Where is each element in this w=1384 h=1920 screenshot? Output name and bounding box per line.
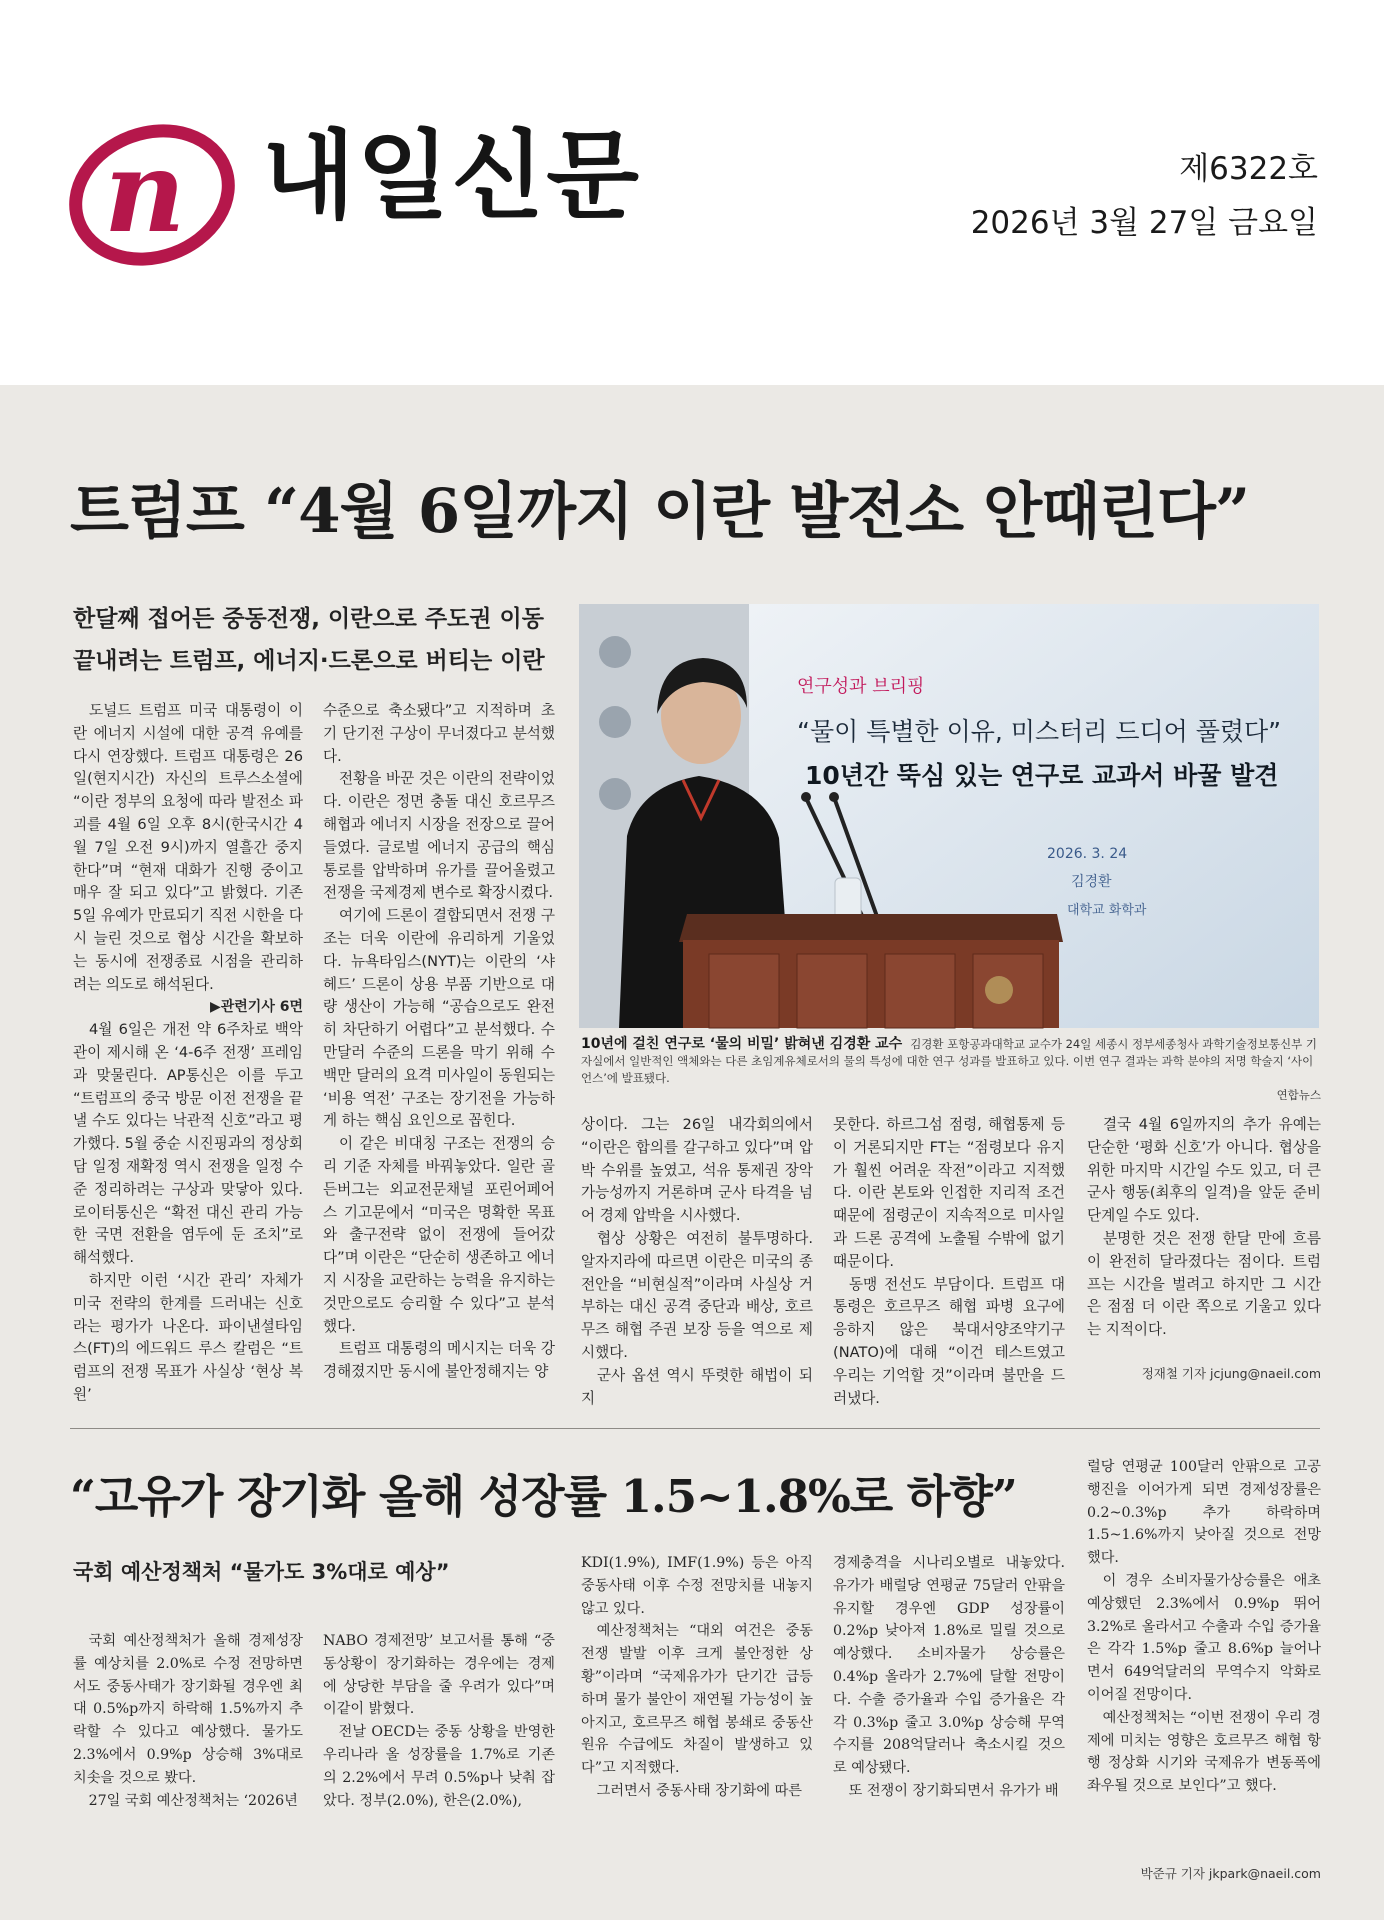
subheadline-2: 끝내려는 트럼프, 에너지·드론으로 버티는 이란 [73, 648, 545, 674]
story1-column-4 [833, 1114, 1065, 1407]
story2-column-5 [1087, 1456, 1321, 1856]
subheadline-1: 한달째 접어든 중동전쟁, 이란으로 주도권 이동 [73, 606, 544, 632]
issue-date: 2026년 3월 27일 금요일 [970, 205, 1318, 241]
paragraph: 동맹 전선도 부담이다. 트럼프 대통령은 호르무즈 해협 파병 요구에 응하지 않은 북대서양조약기구(NATO)에 대해 “이건 테스트였고 우리는 기억할 것”이라며 불만을 드러냈다. [833, 1275, 1065, 1407]
paragraph: 4월 6일은 개전 약 6주차로 백악관이 제시해 온 ‘4-6주 전쟁’ 프레임과 맞물린다. AP통신은 이를 두고 “트럼프의 중국 방문 이전 전쟁을 끝낼 수도 있다는 낙관적 신호”라고 평가했다. 5월 중순 시진핑과의 정상회담 일정 재확정 역시 전쟁을 일정 수준 정리하려는 구상과 맞닿아 있다. 로이터통신은 “확전 대신 관리 가능한 국면 전환을 염두에 둔 조치”로 해석했다. [73, 1021, 303, 1267]
paragraph: 결국 4월 6일까지의 추가 유예는 단순한 ‘평화 신호’가 아니다. 협상을 위한 마지막 시간일 수도 있고, 더 큰 군사 행동(최후의 일격)을 앞둔 준비 단계일 수도 있다. [1087, 1116, 1321, 1225]
logo-letter: n [104, 127, 186, 258]
slide-name: 김경환 [1071, 874, 1112, 890]
paragraph: 국회 예산정책처가 올해 경제성장률 예상치를 2.0%로 수정 전망하면서도 중동사태가 장기화될 경우엔 최대 0.5%p까지 하락해 1.5%까지 추락할 수 있다고 예상했다. 물가도 2.3%에서 0.9%p 상승해 3%대로 치솟을 것으로 봤다. [73, 1633, 303, 1786]
slide-date: 2026. 3. 24 [1047, 846, 1128, 862]
issue-number: 제6322호 [1179, 151, 1318, 187]
paragraph: 못한다. 하르그섬 점령, 해협통제 등이 거론되지만 FT는 “점령보다 유지가 훨씬 어려운 작전”이라고 지적했다. 이란 본토와 인접한 지리적 조건 때문에 점령군이 지속적으로 미사일과 드론 공격에 노출될 수밖에 없기 때문이다. [833, 1116, 1065, 1270]
paragraph: 럴당 연평균 100달러 안팎으로 고공행진을 이어가게 되면 경제성장률은 0.2~0.3%p 추가 하락하며 1.5~1.6%까지 낮아질 것으로 전망했다. [1087, 1459, 1321, 1567]
paragraph: 예산정책처는 “대외 여건은 중동 전쟁 발발 이후 크게 불안정한 상황”이라며 “국제유가가 단기간 급등하며 물가 불안이 재연될 가능성이 높아지고, 호르무즈 해협 봉쇄로 중동산 원유 수급에도 차질이 발생하고 있다”고 지적했다. [581, 1623, 813, 1777]
story2-column-2 [323, 1630, 555, 1870]
paragraph: 이 같은 비대칭 구조는 전쟁의 승리 기준 자체를 바꿔놓았다. 일란 골든버그는 외교전문채널 포린어페어스 기고문에서 “미국은 명확한 목표와 출구전략 없이 전쟁에 들어갔다”며 이란은 “단순히 생존하고 에너지 시장을 교란하는 능력을 유지하는 것만으로도 승리할 수 있다”고 분석했다. [323, 1135, 555, 1335]
naeil-logo-icon [66, 113, 246, 273]
related-article-link[interactable]: ▶관련기사 6면 [209, 999, 303, 1016]
story2-column-3 [581, 1552, 813, 1870]
caption-body: 김경환 포항공과대학교 교수가 24일 세종시 정부세종청사 과학기술정보통신부 기자실에서 일반적인 액체와는 다른 초임계유체로서의 물의 특성에 대한 연구 성과를 발표하고 있다. 이번 연구 결과는 과학 분야의 저명 학술지 ‘사이언스’에 발표됐다. [581, 1037, 1318, 1085]
slide-title-1: “물이 특별한 이유, 미스터리 드디어 풀렸다” [797, 717, 1282, 746]
story1-column-3 [581, 1114, 813, 1407]
caption-title: 10년에 걸친 연구로 ‘물의 비밀’ 밝혀낸 김경환 교수 [581, 1036, 903, 1052]
paragraph: 상이다. 그는 26일 내각회의에서 “이란은 합의를 갈구하고 있다”며 압박 수위를 높였고, 석유 통제권 장악 가능성까지 거론하며 군사 타격을 넘어 경제 압박을 시사했다. [581, 1116, 813, 1225]
paragraph: 군사 옵션 역시 뚜렷한 해법이 되지 [581, 1366, 813, 1407]
caption-source: 연합뉴스 [1276, 1088, 1321, 1102]
slide-dept: 대학교 화학과 [1067, 903, 1147, 918]
paragraph: 트럼프 대통령의 메시지는 더욱 강경해졌지만 동시에 불안정해지는 양 [323, 1340, 555, 1381]
brand-name: 내일신문 [262, 120, 641, 232]
slide-tag: 연구성과 브리핑 [797, 676, 925, 697]
story1-byline: 정재철 기자 jcjung@naeil.com [1141, 1366, 1321, 1381]
second-subheadline: 국회 예산정책처 “물가도 3%대로 예상” [73, 1560, 450, 1584]
paragraph: 27일 국회 예산정책처는 ‘2026년 [88, 1792, 298, 1809]
story1-column-1 [73, 700, 303, 1403]
paragraph: 또 전쟁이 장기화되면서 유가가 배 [848, 1782, 1059, 1799]
story1-column-2 [323, 700, 555, 1383]
paragraph: 그러면서 중동사태 장기화에 따른 [596, 1782, 803, 1799]
paragraph: 전날 OECD는 중동 상황을 반영한 우리나라 올 성장률을 1.7%로 기존의 2.2%에서 무려 0.5%p나 낮춰 잡았다. 정부(2.0%), 한은(2.0%), [323, 1724, 555, 1809]
story2-column-1 [73, 1630, 303, 1870]
slide-title-2: 10년간 뚝심 있는 연구로 교과서 바꿀 발견 [805, 761, 1279, 790]
issue-info [971, 142, 1318, 250]
paragraph: 분명한 것은 전쟁 한달 만에 흐름이 완전히 달라졌다는 점이다. 트럼프는 시간을 벌려고 하지만 그 시간은 점점 더 이란 쪽으로 기울고 있다는 지적이다. [1087, 1229, 1321, 1339]
paragraph: 여기에 드론이 결합되면서 전쟁 구조는 더욱 이란에 유리하게 기울었다. 뉴욕타임스(NYT)는 이란의 ‘샤헤드’ 드론이 상용 부품 기반으로 대량 생산이 가능해 “공습으로도 완전히 차단하기 어렵다”고 분석했다. 수만달러 수준의 드론을 막기 위해 수백만 달러의 요격 미사일이 동원되는 ‘비용 역전’ 구조는 장기전을 가능하게 하는 핵심 요인으로 꼽힌다. [323, 907, 555, 1130]
paragraph: 예산정책처는 “이번 전쟁이 우리 경제에 미치는 영향은 호르무즈 해협 항행 정상화 시기와 국제유가 변동폭에 좌우될 것으로 보인다”고 했다. [1087, 1709, 1321, 1795]
main-headline: 트럼프 “4월 6일까지 이란 발전소 안때린다” [70, 476, 1250, 547]
paragraph: 협상 상황은 여전히 불투명하다. 알자지라에 따르면 이란은 미국의 종전안을 “비현실적”이라며 사실상 거부하는 대신 공격 중단과 배상, 호르무즈 해협 주권 보장 등을 역으로 제시했다. [581, 1229, 813, 1361]
paragraph: 하지만 이런 ‘시간 관리’ 자체가 미국 전략의 한계를 드러내는 신호라는 평가가 나온다. 파이낸셜타임스(FT)의 에드워드 루스 칼럼은 “트럼프의 전쟁 목표가 사실상 ‘현상 복원’ [73, 1271, 303, 1403]
paragraph: 도널드 트럼프 미국 대통령이 이란 에너지 시설에 대한 공격 유예를 다시 연장했다. 트럼프 대통령은 26일(현지시간) 자신의 트루스소셜에 “이란 정부의 요청에 따라 발전소 파괴를 4월 6일 오후 8시(한국시간 4월 7일 오전 9시)까지 열흘간 중지한다”며 “현재 대화가 진행 중이고 매우 잘 되고 있다”고 밝혔다. 기존 5일 유예가 만료되기 직전 시한을 다시 늘린 것으로 협상 시간을 확보하는 동시에 전쟁종료 시점을 관리하려는 의도로 해석된다. [73, 702, 303, 993]
paragraph: 이 경우 소비자물가상승률은 애초 예상했던 2.3%에서 0.9%p 뛰어 3.2%로 올라서고 수출과 수입 증가율은 각각 1.5%p 줄고 8.6%p 늘어나면서 649억달러의 무역수지 악화로 이어질 전망이다. [1087, 1572, 1321, 1703]
photo-caption [581, 1036, 1321, 1104]
article-photo [579, 604, 1319, 1028]
paragraph: 전황을 바꾼 것은 이란의 전략이었다. 이란은 정면 충돌 대신 호르무즈 해협과 에너지 시장을 전장으로 끌어들였다. 글로벌 에너지 공급의 핵심 통로를 압박하며 유가를 끌어올렸고 전쟁을 국제경제 변수로 확장시켰다. [323, 770, 555, 902]
masthead [0, 0, 1384, 385]
paragraph: NABO 경제전망’ 보고서를 통해 “중동상황이 장기화하는 경우에는 경제에 상당한 부담을 줄 우려가 있다”며 이같이 밝혔다. [323, 1633, 555, 1718]
section-divider [70, 1428, 1320, 1429]
second-headline: “고유가 장기화 올해 성장률 1.5~1.8%로 하향” [70, 1470, 1017, 1523]
paragraph: 수준으로 축소됐다”고 지적하며 초기 단기전 구상이 무너졌다고 분석했다. [323, 702, 555, 765]
story2-byline: 박준규 기자 jkpark@naeil.com [1140, 1866, 1321, 1881]
briefing-photo-illustration [579, 604, 1319, 1028]
paragraph: 경제충격을 시나리오별로 내놓았다. 유가가 배럴당 연평균 75달러 안팎을 유지할 경우엔 GDP 성장률이 0.2%p 낮아져 1.8%로 밀릴 것으로 예상했다. 소비자물가 상승률은 0.4%p 올라가 2.7%에 달할 전망이다. 수출 증가율과 수입 증가율은 각각 0.3%p 줄고 3.0%p 상승해 무역수지를 208억달러나 축소시킬 것으로 예상됐다. [833, 1555, 1065, 1777]
story2-column-4 [833, 1552, 1065, 1870]
paragraph: KDI(1.9%), IMF(1.9%) 등은 아직 중동사태 이후 수정 전망치를 내놓지 않고 있다. [581, 1555, 813, 1617]
story1-column-5 [1087, 1114, 1321, 1359]
